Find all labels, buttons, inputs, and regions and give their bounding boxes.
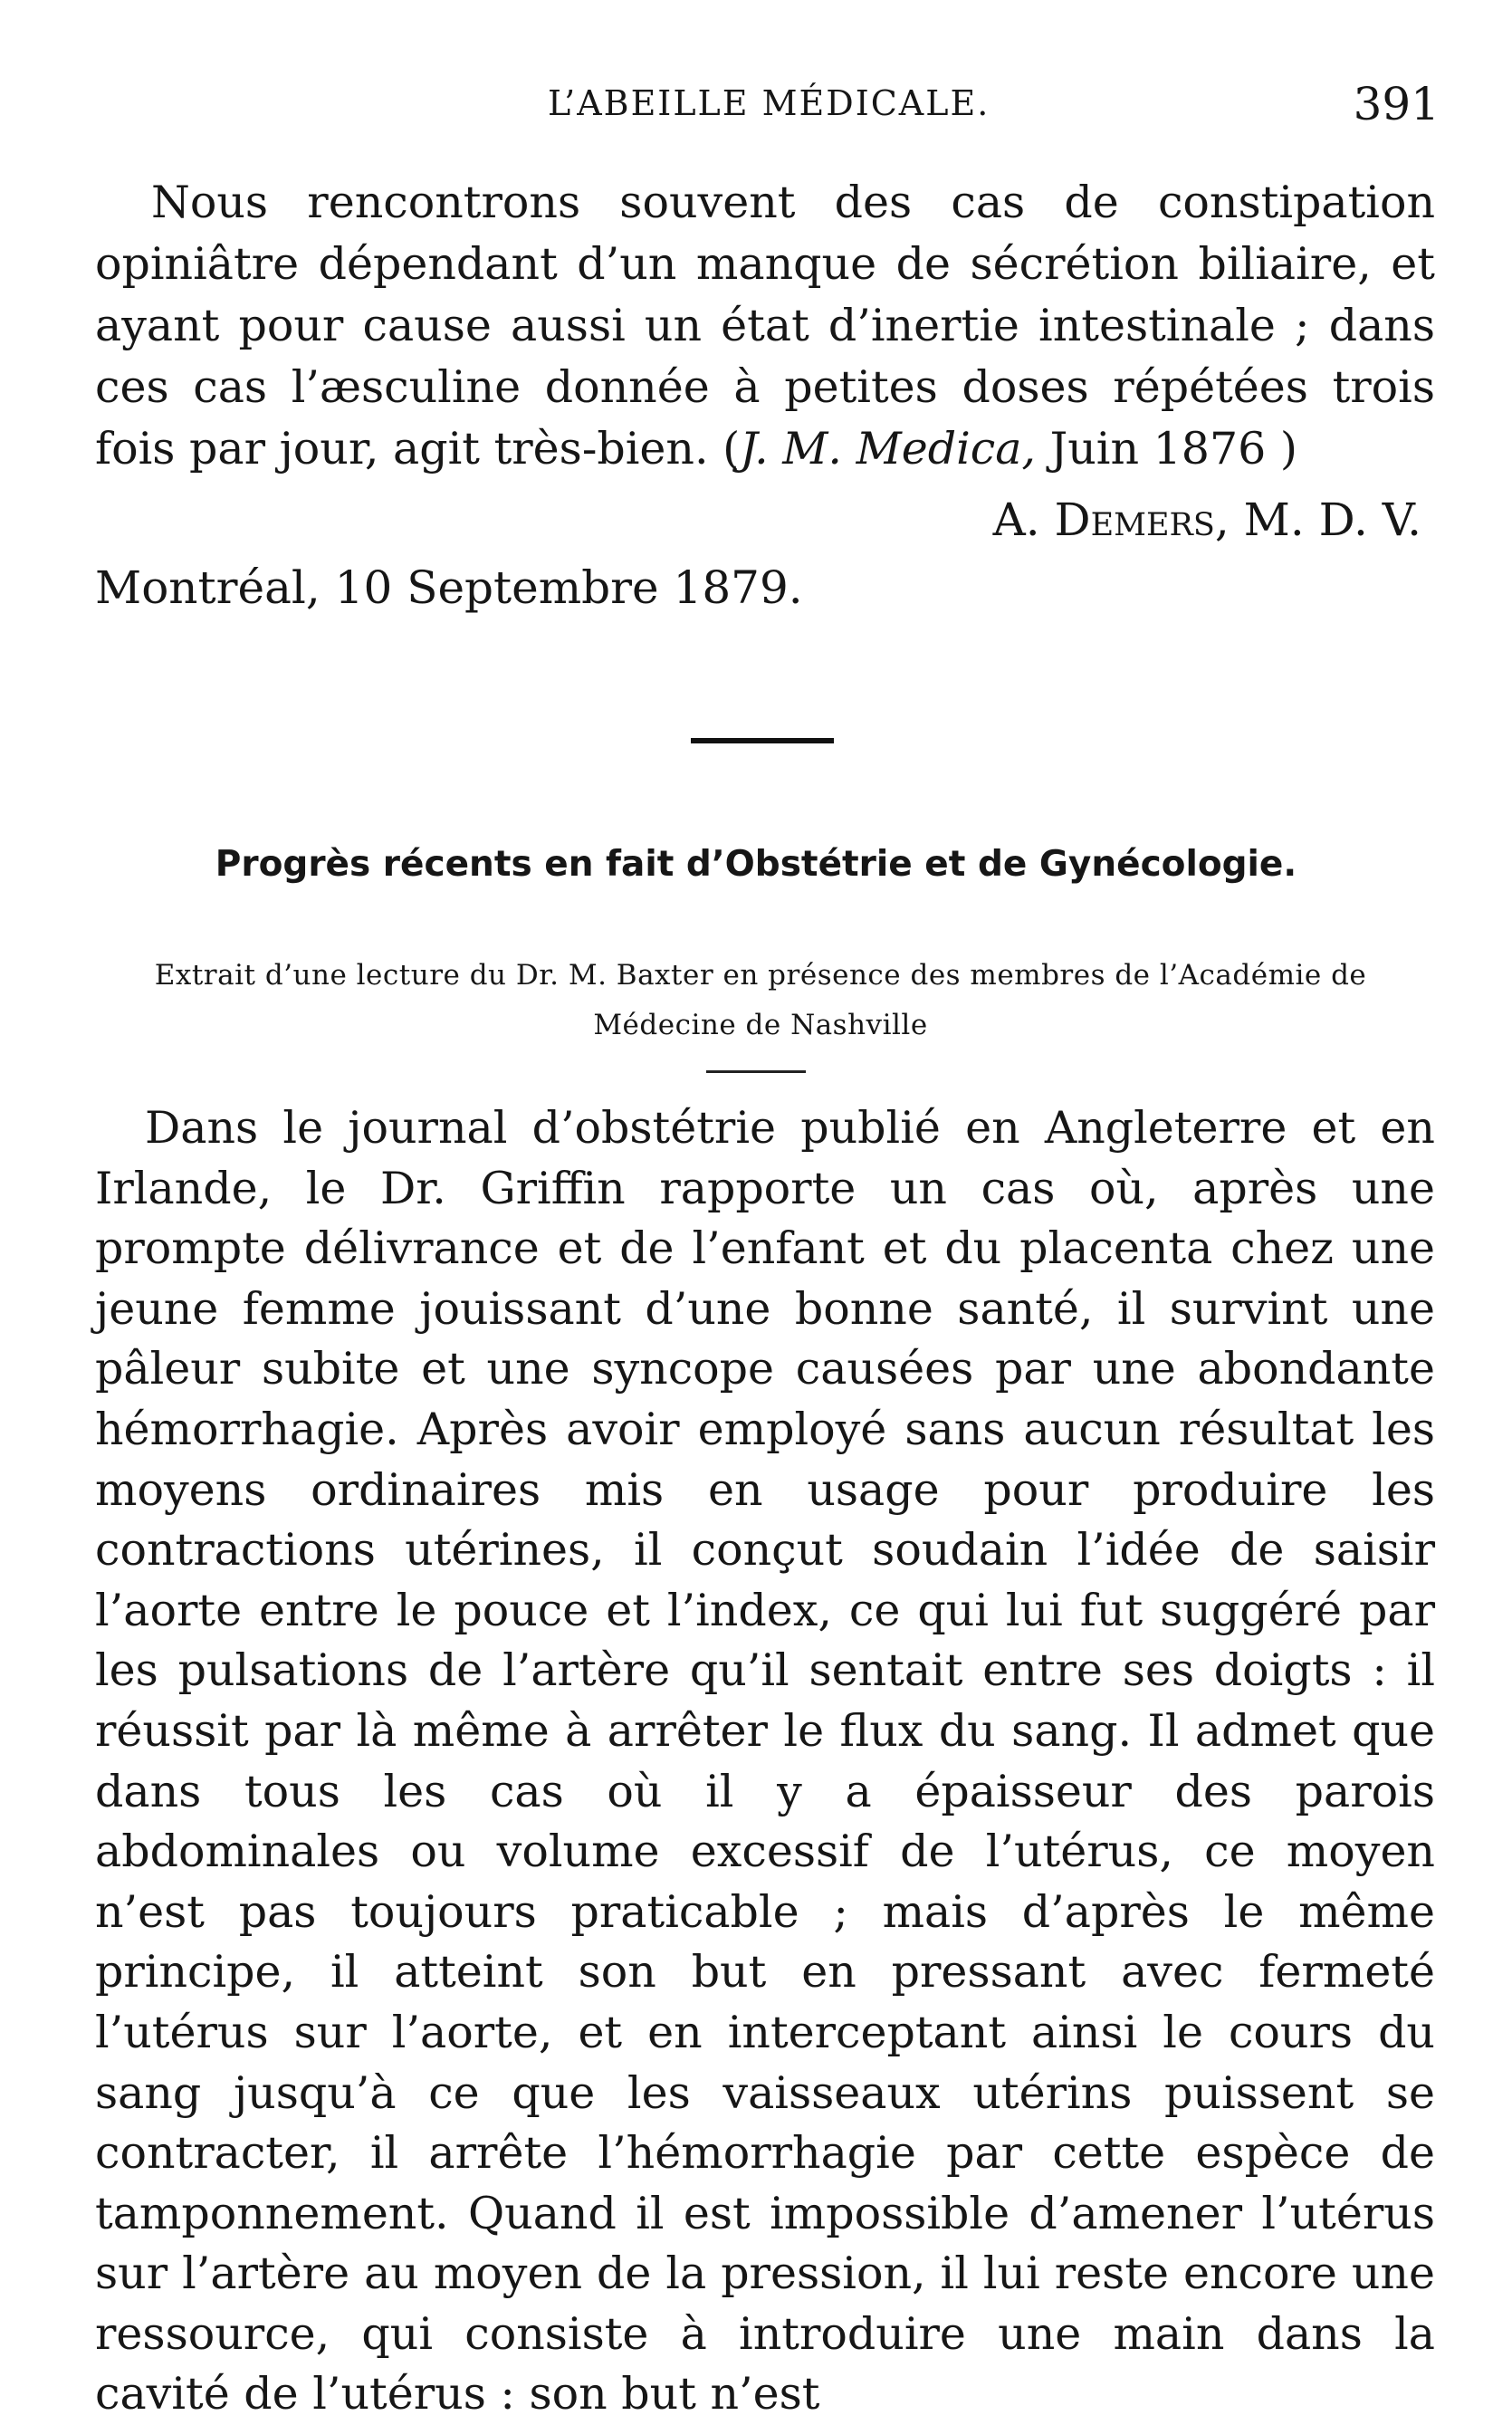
running-head <box>91 78 1440 138</box>
section-subtitle: Extrait d’une lecture du Dr. M. Baxter en présence des membres de l’Académie de Médecine de Nashville <box>154 959 1367 1041</box>
article-paragraph-2: Dans le journal d’obstétrie publié en Angleterre et en Irlande, le Dr. Griffin rapporte un cas où, après une prompte délivrance et de l’enfant et du placenta chez une jeune femme jouissant d’une bonne santé, il survint une pâleur subite et une syncope causées par une abondante hémorrhagie. Après avoir employé sans aucun résultat les moyens ordinaires mis en usage pour produire les contractions utérines, il conçut soudain l’idée de saisir l’aorte entre le pouce et l’index, ce qui lui fut suggéré par les pulsations de l’artère qu’il sentait entre ses doigts : il réussit par là même à arrêter le flux du sang. Il admet que dans tous les cas où il y a épaisseur des parois abdominales ou volume excessif de l’utérus, ce moyen n’est pas toujours praticable ; mais d’après le même principe, il atteint son but en pressant avec fermeté l’utérus sur l’aorte, et en interceptant ainsi le cours du sang jusqu’à ce que les vaisseaux utérins puissent se contracter, il arrête l’hémorrhagie par cette espèce de tamponnement. Quand il est impossible d’amener l’utérus sur l’artère au moyen de la pression, il lui reste encore une ressource, qui consiste à introduire une main dans la cavité de l’utérus : son but n’est <box>95 1102 1435 2420</box>
subtitle-divider <box>706 1070 806 1073</box>
page-number: 391 <box>1353 78 1440 130</box>
reference-date: Juin 1876 ) <box>1036 423 1297 474</box>
dateline: Montréal, 10 Septembre 1879. <box>95 561 803 614</box>
running-title: L’ABEILLE MÉDICALE. <box>548 83 990 123</box>
author-signature: A. Demers, M. D. V. <box>992 494 1421 546</box>
journal-reference: J. M. Medica, <box>740 423 1037 474</box>
section-divider <box>691 738 834 743</box>
section-title: Progrès récents en fait d’Obstétrie et de Gynécologie. <box>215 844 1297 885</box>
article-paragraph <box>95 172 1435 480</box>
paragraph-text: Nous rencontrons souvent des cas de constipation opiniâtre dépendant d’un manque de sécrétion biliaire, et ayant pour cause aussi un état d’inertie intestinale ; dans ces cas l’æsculine donnée à petites doses répétées trois fois par jour, agit très-bien. ( <box>95 177 1435 474</box>
